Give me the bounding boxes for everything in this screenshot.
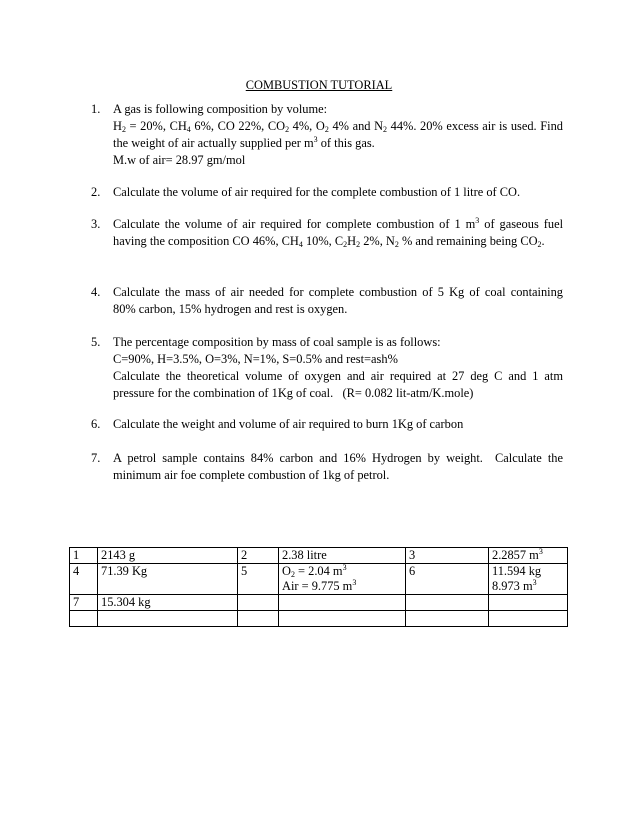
question-number-cell: 4 [70, 564, 98, 595]
question-2 [91, 184, 563, 201]
question-number-cell: 1 [70, 548, 98, 564]
question-1 [91, 101, 563, 169]
question-number: 7. [91, 451, 101, 465]
question-text: Calculate the volume of air required for the complete combustion of 1 litre of CO. [113, 185, 521, 199]
answer-cell: 71.39 Kg [98, 564, 238, 595]
question-5 [91, 334, 563, 402]
table-row [70, 564, 568, 595]
question-number: 2. [91, 185, 101, 199]
empty-cell [489, 595, 568, 611]
empty-cell [406, 611, 489, 627]
empty-cell [279, 611, 406, 627]
question-text: minimum air foe complete combustion of 1kg of petrol. [113, 468, 390, 482]
answer-cell: 2.38 litre [279, 548, 406, 564]
table-row [70, 611, 568, 627]
question-text: Calculate the mass of air needed for complete combustion of 5 Kg of coal containing [113, 285, 563, 299]
empty-cell [98, 611, 238, 627]
question-number-cell: 6 [406, 564, 489, 595]
question-7 [91, 450, 563, 484]
empty-cell [489, 611, 568, 627]
question-text: 80% carbon, 15% hydrogen and rest is oxygen. [113, 302, 348, 316]
question-4 [91, 284, 563, 318]
question-text: A petrol sample contains 84% carbon and 16% Hydrogen by weight. Calculate the [113, 451, 563, 465]
question-3 [91, 216, 563, 250]
coal-composition: C=90%, H=3.5%, O=3%, N=1%, S=0.5% and rest=ash% [113, 352, 398, 366]
answer-cell: 15.304 kg [98, 595, 238, 611]
empty-cell [279, 595, 406, 611]
question-number: 6. [91, 417, 101, 431]
question-text: Calculate the volume of air required for complete combustion of 1 $m^3$ of gaseous fuel [113, 216, 564, 231]
question-text: Calculate the weight and volume of air required to burn 1Kg of carbon [113, 417, 464, 431]
empty-cell [238, 611, 279, 627]
answer-cell: 2143 g [98, 548, 238, 564]
molecular-weight-note: M.w of air= 28.97 gm/mol [113, 153, 246, 167]
answer-cell: 11.594 kg 8.973 $m^3$ [489, 564, 568, 595]
answer-cell: $O_2 = 2.04$ $m^3$ Air = 9.775 $m^3$ [279, 564, 406, 595]
page-title: COMBUSTION TUTORIAL [245, 78, 393, 92]
empty-cell [238, 595, 279, 611]
answers-table [69, 547, 568, 627]
question-number: 3. [91, 217, 101, 231]
question-text: A gas is following composition by volume: [113, 102, 328, 116]
table-row [70, 548, 568, 564]
table-row [70, 595, 568, 611]
question-number-cell: 3 [406, 548, 489, 564]
empty-cell [406, 595, 489, 611]
question-text: Calculate the theoretical volume of oxygen and air required at 27 deg C and 1 atm [113, 369, 563, 383]
empty-cell [70, 611, 98, 627]
question-number-cell: 7 [70, 595, 98, 611]
question-number: 1. [91, 102, 101, 116]
question-number-cell: 2 [238, 548, 279, 564]
gas-composition: $H_2 = 20\%$, $CH_4$ 6%, CO 22%, $CO_2$ 4%, $O_2$ 4% and $N_2$ 44%. 20% excess air is used. Find [113, 119, 563, 134]
question-text: having the composition CO 46%, $CH_4$ 10%, $C_2H_2$ 2%, $N_2$ % and remaining being $CO_2$. [113, 234, 545, 249]
question-text: pressure for the combination of 1Kg of coal. (R= 0.082 lit-atm/K.mole) [113, 386, 474, 400]
question-number: 5. [91, 335, 101, 349]
answer-cell: 2.2857 $m^3$ [489, 548, 568, 564]
question-text: the weight of air actually supplied per $m^3$ of this gas. [113, 135, 375, 150]
question-text: The percentage composition by mass of coal sample is as follows: [113, 335, 441, 349]
question-number-cell: 5 [238, 564, 279, 595]
question-6 [91, 416, 563, 433]
question-number: 4. [91, 285, 101, 299]
